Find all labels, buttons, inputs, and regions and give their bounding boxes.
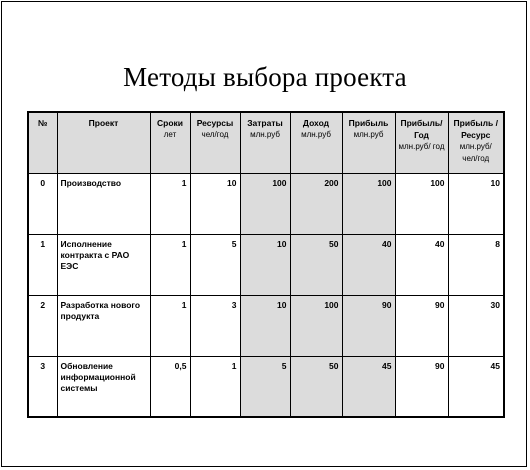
cell-profit-per-resource: 10 [448, 173, 504, 234]
cell-profit-per-year: 100 [395, 173, 448, 234]
cell-project-name: Обновление информационной системы [57, 356, 150, 417]
table-row [28, 295, 504, 356]
cell-costs: 10 [240, 295, 290, 356]
cell-term: 0,5 [150, 356, 190, 417]
cell-profit: 40 [342, 234, 395, 295]
table-row [28, 234, 504, 295]
cell-income: 200 [290, 173, 342, 234]
cell-resources: 10 [190, 173, 240, 234]
header-term: Сроки лет [150, 112, 190, 173]
header-index: № [28, 112, 57, 173]
slide-title: Методы выбора проекта [123, 62, 407, 92]
cell-profit-per-year: 90 [395, 295, 448, 356]
table-header-row [28, 112, 504, 173]
cell-term: 1 [150, 234, 190, 295]
cell-profit: 45 [342, 356, 395, 417]
header-costs: Затраты млн.руб [240, 112, 290, 173]
cell-index: 3 [28, 356, 57, 417]
cell-index: 1 [28, 234, 57, 295]
cell-profit-per-resource: 8 [448, 234, 504, 295]
cell-project-name: Исполнение контракта с РАО ЕЭС [57, 234, 150, 295]
cell-resources: 3 [190, 295, 240, 356]
cell-resources: 1 [190, 356, 240, 417]
cell-income: 50 [290, 234, 342, 295]
project-selection-table [27, 111, 505, 418]
cell-profit-per-year: 40 [395, 234, 448, 295]
cell-profit: 90 [342, 295, 395, 356]
cell-income: 50 [290, 356, 342, 417]
header-income: Доход млн.руб [290, 112, 342, 173]
cell-term: 1 [150, 295, 190, 356]
cell-resources: 5 [190, 234, 240, 295]
cell-project-name: Производство [57, 173, 150, 234]
cell-term: 1 [150, 173, 190, 234]
cell-index: 2 [28, 295, 57, 356]
cell-income: 100 [290, 295, 342, 356]
header-profit-per-year: Прибыль/ Год млн.руб/ год [395, 112, 448, 173]
cell-profit: 100 [342, 173, 395, 234]
cell-profit-per-resource: 45 [448, 356, 504, 417]
table-row [28, 173, 504, 234]
cell-project-name: Разработка нового продукта [57, 295, 150, 356]
cell-costs: 10 [240, 234, 290, 295]
cell-costs: 5 [240, 356, 290, 417]
cell-profit-per-year: 90 [395, 356, 448, 417]
cell-profit-per-resource: 30 [448, 295, 504, 356]
cell-costs: 100 [240, 173, 290, 234]
header-profit-per-resource: Прибыль /Ресурс млн.руб/ чел/год [448, 112, 504, 173]
table-row [28, 356, 504, 417]
cell-index: 0 [28, 173, 57, 234]
header-profit: Прибыль млн.руб [342, 112, 395, 173]
header-resources: Ресурсы чел/год [190, 112, 240, 173]
header-project: Проект [57, 112, 150, 173]
